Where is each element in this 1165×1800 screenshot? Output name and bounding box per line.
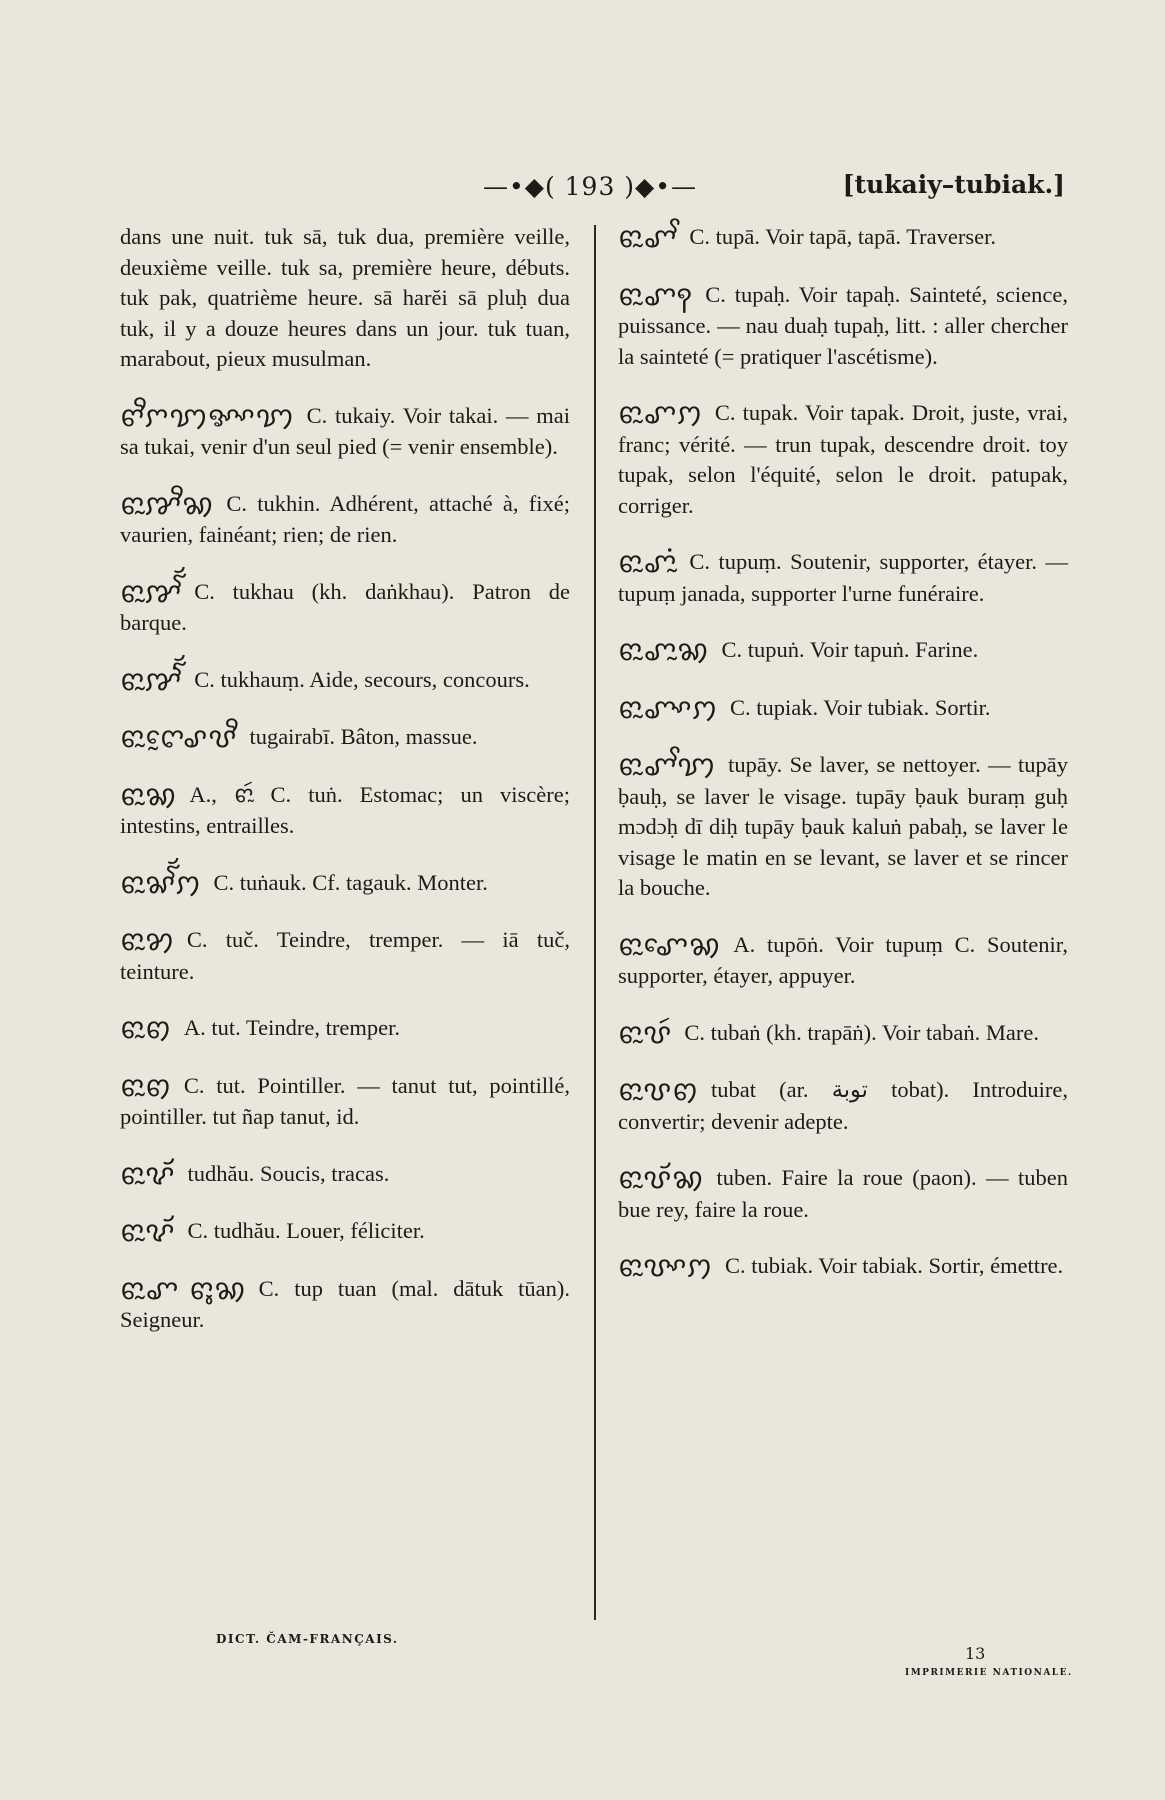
dictionary-entry — [120, 489, 570, 551]
entry-definition: tugairabī. Bâton, massue. — [249, 724, 478, 749]
entry-text-block — [120, 1159, 570, 1191]
left-column — [120, 222, 570, 1362]
cham-script-headword: ꨓꨭꨝꨮꩆ — [618, 1162, 705, 1195]
entry-definition: tubat (ar. توبة tobat). Introduire, convertir; devenir adepte. — [618, 1077, 1068, 1134]
entry-definition: tudhău. Soucis, tracas. — [187, 1160, 390, 1186]
entry-definition: C. tuč. Teindre, tremper. — iā tuč, teinture. — [120, 927, 570, 984]
cham-script-headword: ꨓꨭꨇꨮꨱꩌ — [120, 663, 183, 697]
running-head: [tukaiy–tubiak.] — [842, 170, 1065, 199]
entry-text-block — [120, 1013, 570, 1045]
entry-text-block — [618, 398, 1068, 521]
entry-definition: C. tupuṅ. Voir tapuṅ. Farine. — [721, 637, 979, 662]
entry-definition: A. tut. Teindre, tremper. — [183, 1015, 400, 1040]
cham-script-headword: ꨓꨭꨈꨰꨣꨝꨪ — [120, 721, 238, 754]
entry-text-block — [120, 665, 570, 697]
footer-dictionary-title: DICT. ČAM-FRANÇAIS. — [216, 1632, 399, 1646]
dictionary-entry — [618, 1075, 1068, 1137]
dictionary-entry — [120, 577, 570, 639]
dictionary-entry — [618, 222, 1068, 254]
entry-text-block — [120, 925, 570, 987]
entry-definition: C. tupuṃ. Soutenir, supporter, étayer. — tupuṃ janada, supporter l'urne funéraire. — [618, 549, 1068, 606]
cham-script-headword: ꨓꨭꩅ — [120, 1069, 172, 1103]
entry-definition: C. tuṅauk. Cf. tagauk. Monter. — [213, 869, 488, 895]
cham-script-headword: ꨓꨭꨚꩍ — [618, 278, 694, 312]
cham-script-headword: ꨓꨭꨚꨩꩈ — [618, 749, 717, 782]
entry-definition: C. tudhău. Louer, féliciter. — [187, 1218, 425, 1243]
entry-definition: A. tupōṅ. Voir tupuṃ C. Soutenir, supporter, étayer, appuyer. — [618, 931, 1068, 988]
cham-script-headword: ꨓꨭꨖꨮꨮ — [120, 1157, 176, 1191]
entry-definition: tuben. Faire la roue (paon). — tuben bue rey, faire la roue. — [618, 1165, 1068, 1222]
entry-text-block — [618, 547, 1068, 609]
dictionary-entry — [618, 635, 1068, 667]
cham-script-headword: ꨓꨭꨚ ꨓꨶꩆ — [120, 1272, 247, 1306]
cham-script-headword: ꨓꨭꩆ — [120, 778, 178, 812]
entry-text-block — [618, 1251, 1068, 1283]
dictionary-entry — [618, 693, 1068, 725]
entry-definition: C. tubaṅ (kh. trapāṅ). Voir tabaṅ. Mare. — [684, 1019, 1040, 1045]
dictionary-entry — [120, 780, 570, 842]
dictionary-entry — [618, 547, 1068, 609]
entry-definition: C. tup tuan (mal. dātuk tūan). Seigneur. — [120, 1275, 570, 1332]
entry-text-block — [618, 280, 1068, 373]
cham-script-headword: ꨓꨭꩅ — [120, 1012, 172, 1045]
entry-text-block — [120, 1274, 570, 1336]
cham-script-headword: ꨓꨭꨚꨭꩌ — [618, 546, 678, 579]
dictionary-entry — [120, 868, 570, 900]
entry-definition: A., ꨓꨭꩃ C. tuṅ. Estomac; un viscère; intestins, entrailles. — [120, 781, 570, 838]
cham-script-headword: ꨓꨭꨖꨮꨮ — [120, 1215, 176, 1248]
entry-text-block — [120, 222, 570, 375]
entry-definition: C. tupak. Voir tapak. Droit, juste, vrai, franc; vérité. — trun tupak, descendre droit. toy tupak, selon l'équité, selon le droit. patupak, corriger. — [618, 400, 1068, 518]
cham-script-headword: ꨓꨭꨝꩅ — [618, 1074, 699, 1107]
dictionary-entry — [618, 1251, 1068, 1283]
dictionary-entry — [120, 1071, 570, 1133]
entry-text-block — [618, 1018, 1068, 1050]
footer-signature-number: 13 — [965, 1644, 986, 1663]
cham-script-headword: ꨓꨭꨇꨮꨱ — [120, 575, 183, 609]
dictionary-entry — [120, 665, 570, 697]
dictionary-entry — [618, 930, 1068, 992]
entry-definition: C. tukhauṃ. Aide, secours, concours. — [194, 666, 530, 692]
cham-script-headword: ꨓꨭꩄ — [120, 924, 175, 957]
dictionary-entry — [618, 750, 1068, 904]
cham-script-headword: ꨓꨭꨝꩃ — [618, 1016, 673, 1050]
entry-text-block — [618, 1075, 1068, 1137]
entry-text-block — [120, 780, 570, 842]
entry-definition: C. tupiak. Voir tubiak. Sortir. — [730, 694, 991, 720]
entry-definition: C. tubiak. Voir tabiak. Sortir, émettre. — [724, 1253, 1064, 1278]
cham-script-headword: ꨓꨪꨆꩈꨀꨳꩈ — [120, 399, 295, 433]
dictionary-entry — [120, 1216, 570, 1248]
entry-definition: dans une nuit. tuk sā, tuk dua, première veille, deuxième veille. tuk sa, première heure, débuts. tuk pak, quatrième heure. sā harĕi sā pluḥ dua tuk, il y a douze heures dans un jour. tuk tuan, marabout, pieux musulman. — [120, 224, 570, 371]
dictionary-entry — [618, 1163, 1068, 1225]
cham-script-headword: ꨓꨭꨚꨩ — [618, 221, 678, 254]
dictionary-entry — [120, 925, 570, 987]
entry-text-block — [618, 930, 1068, 992]
cham-script-headword: ꨓꨭꨝꨳꩀ — [618, 1250, 713, 1283]
entry-text-block — [120, 489, 570, 551]
dictionary-entry — [120, 222, 570, 375]
entry-definition: C. tukhau (kh. daṅkhau). Patron de barque. — [120, 578, 570, 635]
entry-definition: C. tukaiy. Voir takai. — mai sa tukai, venir d'un seul pied (= venir ensemble). — [120, 402, 570, 459]
entry-text-block — [120, 1071, 570, 1133]
entry-text-block — [120, 401, 570, 463]
entry-text-block — [618, 222, 1068, 254]
dictionary-entry — [618, 1018, 1068, 1050]
entry-text-block — [120, 577, 570, 639]
entry-text-block — [618, 750, 1068, 904]
cham-script-headword: ꨓꨭꨗꨮꨱꩀ — [120, 866, 202, 900]
footer-printer: IMPRIMERIE NATIONALE. — [905, 1668, 1073, 1678]
entry-text-block — [120, 868, 570, 900]
cham-script-headword: ꨓꨭꨚꨭꩆ — [618, 634, 710, 667]
dictionary-entry — [618, 398, 1068, 521]
entry-definition: tupāy. Se laver, se nettoyer. — tupāy ḅauḥ, se laver le visage. tupāy ḅauk buraṃ guḥ mɔdɔḥ dī diḥ tupāy ḅauk kaluṅ pabaḥ, se laver le visage le matin en se levant, se laver et se rincer la bouche. — [618, 752, 1068, 900]
entry-text-block — [618, 693, 1068, 725]
dictionary-entry — [120, 1013, 570, 1045]
entry-text-block — [618, 1163, 1068, 1225]
dictionary-entry — [618, 280, 1068, 373]
page-number: —•◆( 193 )◆•— — [482, 172, 698, 201]
cham-script-headword: ꨓꨭꨚꨳꩀ — [618, 691, 719, 725]
column-divider — [594, 225, 596, 1620]
entry-definition: C. tukhin. Adhérent, attaché à, fixé; vaurien, fainéant; rien; de rien. — [120, 490, 570, 547]
cham-script-headword: ꨓꨭꨚꩀ — [618, 397, 703, 430]
entry-text-block — [618, 635, 1068, 667]
dictionary-entry — [120, 722, 570, 754]
dictionary-entry — [120, 401, 570, 463]
entry-definition: C. tut. Pointiller. — tanut tut, pointillé, pointiller. tut ñap tanut, id. — [120, 1072, 570, 1129]
dictionary-entry — [120, 1159, 570, 1191]
entry-text-block — [120, 722, 570, 754]
entry-text-block — [120, 1216, 570, 1248]
cham-script-headword: ꨓꨭꨇꨪꩆ — [120, 487, 215, 521]
right-column — [618, 222, 1068, 1309]
dictionary-entry — [120, 1274, 570, 1336]
entry-definition: C. tupaḥ. Voir tapaḥ. Sainteté, science, puissance. — nau duaḥ tupaḥ, litt. : aller chercher la sainteté (= pratiquer l'ascétisme). — [618, 281, 1068, 369]
entry-definition: C. tupā. Voir tapā, tapā. Traverser. — [689, 224, 997, 249]
cham-script-headword: ꨓꨭꨚꨯꩆ — [618, 928, 722, 962]
